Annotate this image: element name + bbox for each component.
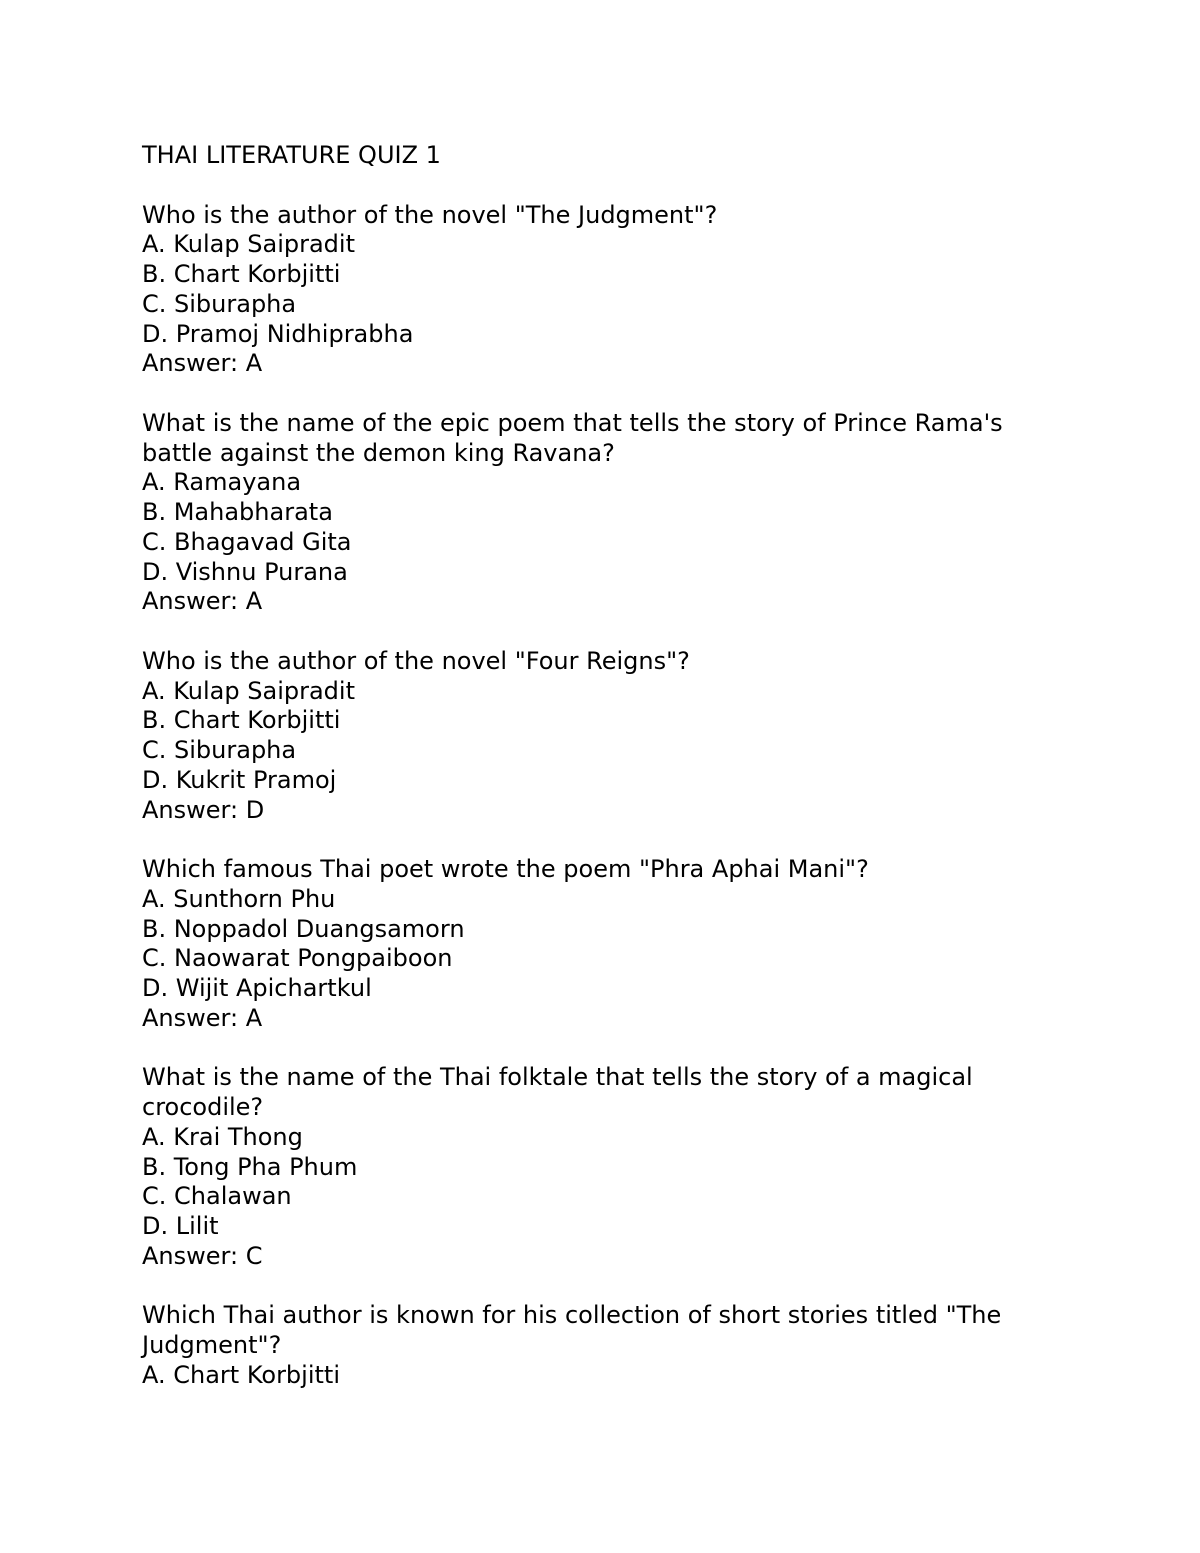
option-b: B. Chart Korbjitti xyxy=(142,706,341,735)
option-a: A. Ramayana xyxy=(142,468,302,497)
question-text: Which Thai author is known for his collection of short stories titled "The Judgment"? xyxy=(142,1301,1009,1359)
option-a: A. Chart Korbjitti xyxy=(142,1360,340,1389)
spacer xyxy=(142,171,1072,201)
quiz-title: THAI LITERATURE QUIZ 1 xyxy=(142,141,441,169)
spacer xyxy=(142,379,1072,409)
option-b: B. Chart Korbjitti xyxy=(142,260,341,288)
option-d: D. Kukrit Pramoj xyxy=(142,765,337,794)
option-b: B. Noppadol Duangsamorn xyxy=(142,914,465,943)
question-block-2 xyxy=(142,409,1072,617)
option-a: A. Sunthorn Phu xyxy=(142,884,336,913)
question-text: Who is the author of the novel "Four Reigns"? xyxy=(142,646,690,675)
option-c: C. Siburapha xyxy=(142,289,297,318)
question-text: Who is the author of the novel "The Judgment"? xyxy=(142,200,718,229)
spacer xyxy=(142,1034,1072,1064)
question-text: What is the name of the Thai folktale that tells the story of a magical crocodile? xyxy=(142,1063,981,1121)
answer-line: Answer: A xyxy=(142,349,263,378)
question-block-1 xyxy=(142,201,1072,380)
answer-line: Answer: D xyxy=(142,795,265,824)
question-block-3 xyxy=(142,647,1072,826)
option-c: C. Naowarat Pongpaiboon xyxy=(142,944,453,973)
option-a: A. Krai Thong xyxy=(142,1122,303,1151)
option-d: D. Pramoj Nidhiprabha xyxy=(142,319,414,348)
answer-line: Answer: A xyxy=(142,1003,263,1032)
option-c: C. Bhagavad Gita xyxy=(142,527,352,556)
document-page xyxy=(142,141,1072,1391)
option-d: D. Wijit Apichartkul xyxy=(142,974,372,1002)
option-d: D. Lilit xyxy=(142,1212,219,1240)
spacer xyxy=(142,617,1072,647)
option-a: A. Kulap Saipradit xyxy=(142,230,355,259)
question-text: Which famous Thai poet wrote the poem "Phra Aphai Mani"? xyxy=(142,855,869,883)
option-b: B. Mahabharata xyxy=(142,498,333,526)
option-c: C. Chalawan xyxy=(142,1182,292,1211)
option-d: D. Vishnu Purana xyxy=(142,557,348,586)
question-block-5 xyxy=(142,1063,1072,1271)
question-block-4 xyxy=(142,855,1072,1034)
question-text: What is the name of the epic poem that tells the story of Prince Rama's battle against the demon king Ravana? xyxy=(142,408,1011,467)
spacer xyxy=(142,1272,1072,1302)
spacer xyxy=(142,825,1072,855)
option-c: C. Siburapha xyxy=(142,736,297,764)
option-a: A. Kulap Saipradit xyxy=(142,676,355,705)
answer-line: Answer: A xyxy=(142,587,263,616)
answer-line: Answer: C xyxy=(142,1241,263,1270)
question-block-6 xyxy=(142,1301,1072,1390)
option-b: B. Tong Pha Phum xyxy=(142,1152,358,1181)
